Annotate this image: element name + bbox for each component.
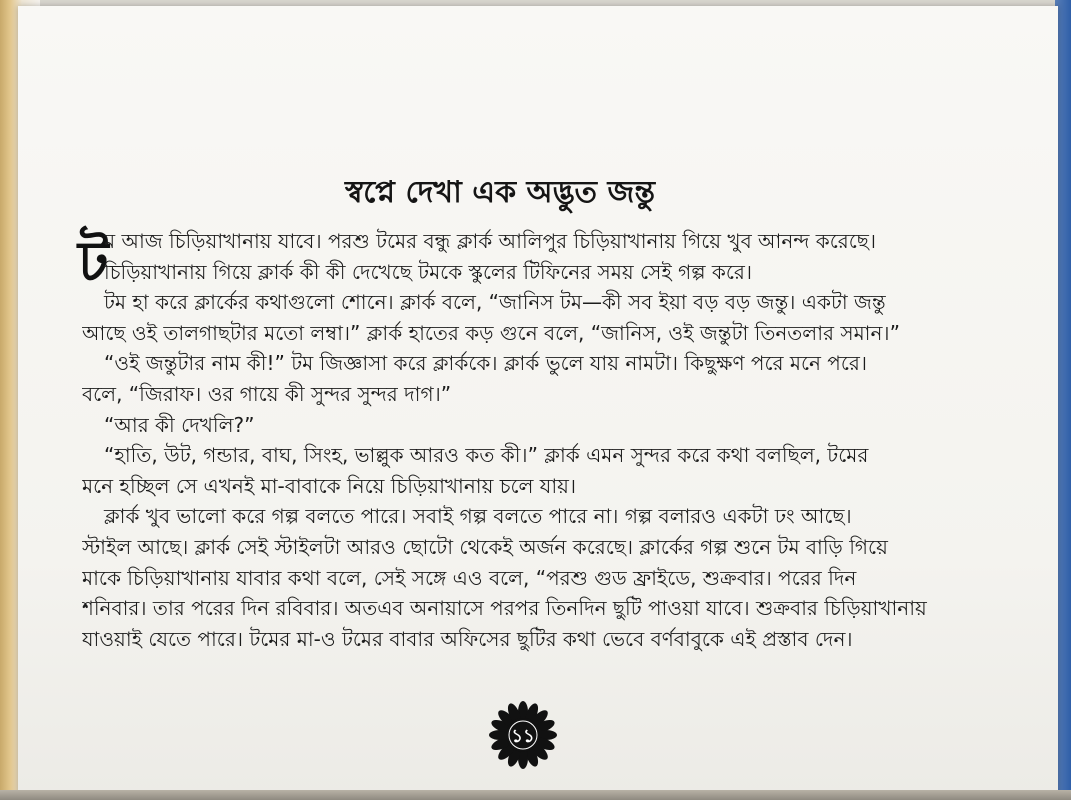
text-line: স্টাইল আছে। ক্লার্ক সেই স্টাইলটা আরও ছোটো থেকেই অর্জন করেছে। ক্লার্কের গল্প শুনে টম বাড়ি গিয়ে — [82, 534, 888, 559]
story-text — [82, 226, 957, 654]
text-line: বলে, “জিরাফ। ওর গায়ে কী সুন্দর সুন্দর দাগ।” — [82, 381, 452, 406]
page-number: ১১ — [511, 726, 535, 747]
text-line: ম আজ চিড়িয়াখানায় যাবে। পরশু টমের বন্ধু ক্লার্ক আলিপুর চিড়িয়াখানায় গিয়ে খুব আনন্দ করেছে। — [104, 229, 877, 253]
text-line: “ওই জন্তুটার নাম কী!” টম জিজ্ঞাসা করে ক্লার্ককে। ক্লার্ক ভুলে যায় নামটা। কিছুক্ষণ পরে মনে পরে। — [104, 351, 868, 376]
text-line: মনে হচ্ছিল সে এখনই মা-বাবাকে নিয়ে চিড়িয়াখানায় চলে যায়। — [82, 473, 577, 498]
text-line: যাওয়াই যেতে পারে। টমের মা-ও টমের বাবার অফিসের ছুটির কথা ভেবে বর্ণবাবুকে এই প্রস্তাব দেন। — [82, 626, 853, 651]
text-line: শনিবার। তার পরের দিন রবিবার। অতএব অনায়াসে পরপর তিনদিন ছুটি পাওয়া যাবে। শুক্রবার চিড়িয়াখানায় — [82, 596, 927, 621]
drop-cap: ট — [78, 229, 109, 295]
text-line: আছে ওই তালগাছটার মতো লম্বা।” ক্লার্ক হাতের কড় গুনে বলে, “জানিস, ওই জন্তুটা তিনতলার সমান।” — [82, 320, 900, 345]
text-line: “আর কী দেখলি?” — [104, 412, 255, 437]
text-line: চিড়িয়াখানায় গিয়ে ক্লার্ক কী কী দেখেছে টমকে স্কুলের টিফিনের সময় সেই গল্প করে। — [104, 259, 753, 284]
text-line: মাকে চিড়িয়াখানায় যাবার কথা বলে, সেই সঙ্গে এও বলে, “পরশু গুড ফ্রাইডে, শুক্রবার। পরের দিন — [82, 565, 857, 590]
text-line: টম হা করে ক্লার্কের কথাগুলো শোনে। ক্লার্ক বলে, “জানিস টম—কী সব ইয়া বড় বড় জন্তু। একটা জন্তু — [104, 290, 886, 315]
page-title: স্বপ্নে দেখা এক অদ্ভুত জন্তু — [344, 175, 656, 210]
text-line: “হাতি, উট, গন্ডার, বাঘ, সিংহ, ভাল্লুক আরও কত কী।” ক্লার্ক এমন সুন্দর করে কথা বলছিল, টমের — [104, 443, 869, 468]
text-line: ক্লার্ক খুব ভালো করে গল্প বলতে পারে। সবাই গল্প বলতে পারে না। গল্প বলারও একটা ঢং আছে। — [104, 504, 852, 529]
page-bottom-edge — [0, 790, 1071, 800]
